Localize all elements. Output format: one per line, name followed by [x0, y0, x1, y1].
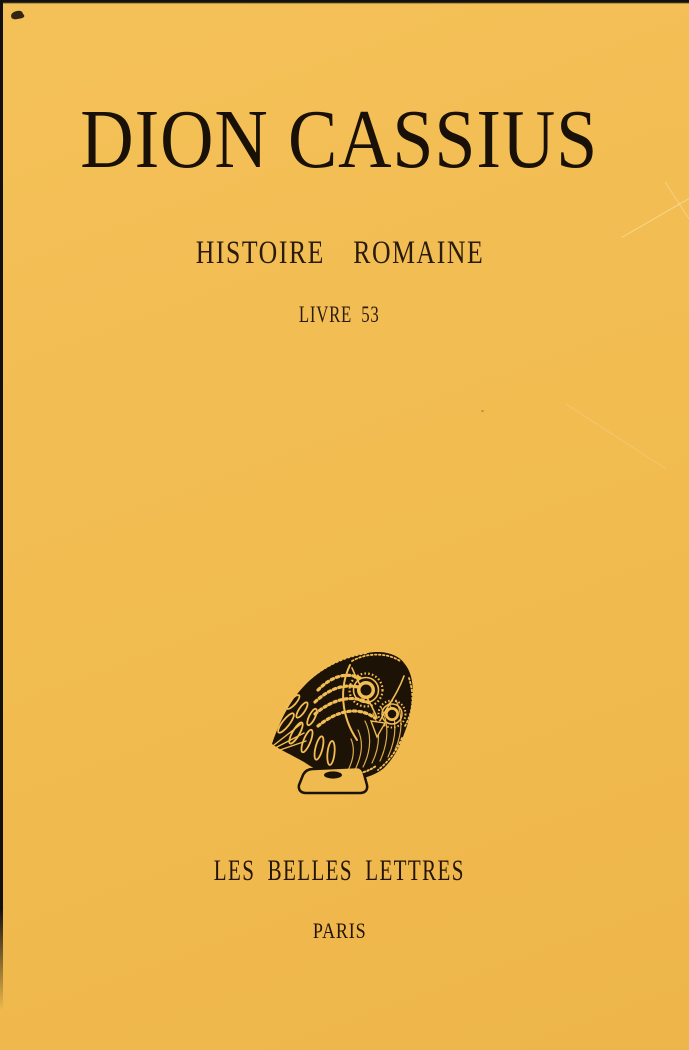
owl-base [299, 767, 367, 793]
crease-line [565, 403, 666, 469]
paper-speck [481, 410, 484, 412]
owl-base-mark [324, 771, 342, 778]
owl-emblem [250, 640, 445, 805]
book-title-text: HISTOIRE ROMAINE [195, 235, 484, 271]
author-name [0, 93, 679, 186]
publisher-city [0, 920, 679, 942]
volume-label [0, 303, 679, 326]
publisher-city-text: PARIS [312, 918, 367, 943]
publisher-name-text: LES BELLES LETTRES [213, 854, 466, 887]
book-title [0, 237, 679, 270]
crease-line [665, 182, 689, 231]
volume-label-text: LIVRE 53 [299, 302, 380, 327]
author-name-text: DION CASSIUS [80, 93, 599, 186]
publisher-name [0, 856, 679, 886]
scan-edge-top [0, 0, 689, 4]
ink-smudge [10, 10, 23, 20]
